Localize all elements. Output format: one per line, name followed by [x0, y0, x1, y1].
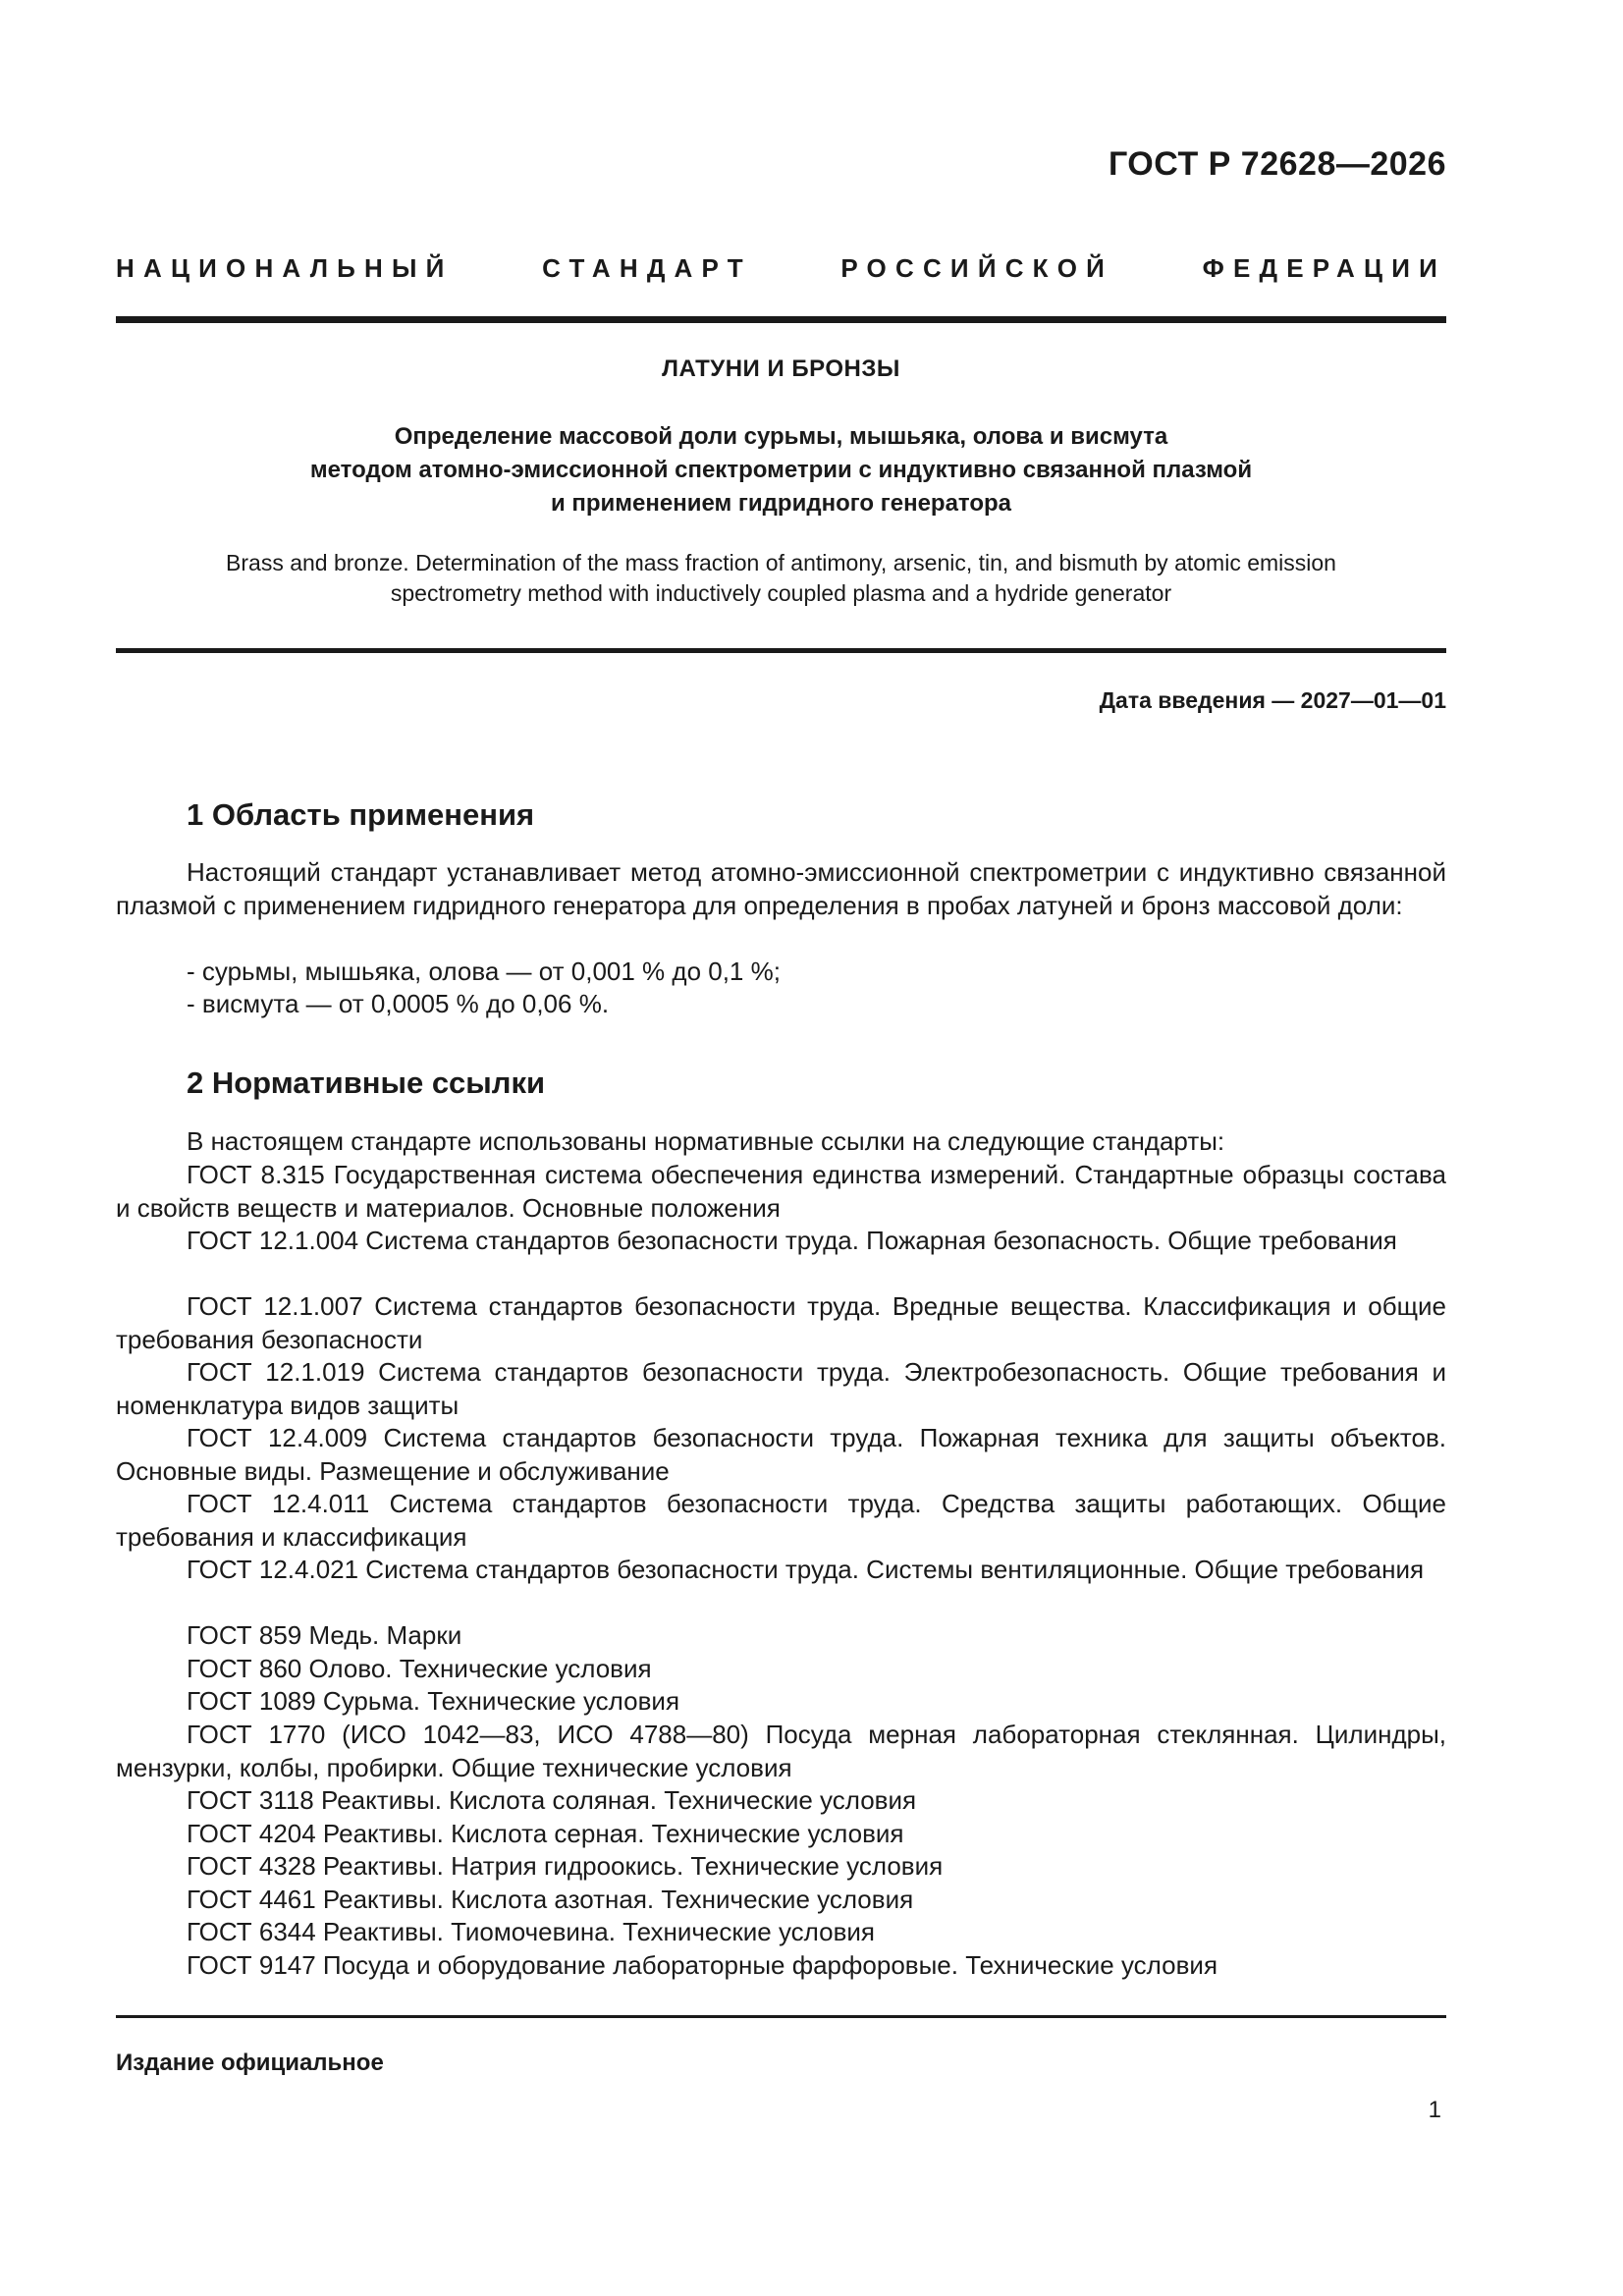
list-item: - висмута — от 0,0005 % до 0,06 %. — [187, 989, 610, 1018]
document-title: ЛАТУНИ И БРОНЗЫ — [662, 355, 900, 382]
subtitle-line: Определение массовой доли сурьмы, мышьяка, олова и висмута — [394, 423, 1168, 450]
section-heading-scope: 1 Область применения — [187, 797, 535, 832]
reference-entry: ГОСТ 3118 Реактивы. Кислота соляная. Технические условия — [187, 1785, 917, 1815]
top-rule — [116, 316, 1446, 323]
document-number: ГОСТ Р 72628—2026 — [1108, 145, 1446, 183]
footer-rule — [116, 2015, 1446, 2018]
reference-entry: ГОСТ 859 Медь. Марки — [187, 1620, 462, 1650]
reference-entry: ГОСТ 12.4.011 Система стандартов безопасности труда. Средства защиты работающих. Общие требования и классификация — [116, 1489, 1446, 1552]
reference-entry: ГОСТ 12.1.007 Система стандартов безопасности труда. Вредные вещества. Классификация и общие требования безопасности — [116, 1291, 1446, 1354]
english-title-line: Brass and bronze. Determination of the mass fraction of antimony, arsenic, tin, and bismuth by atomic emission — [226, 550, 1336, 575]
english-title — [116, 548, 1446, 609]
reference-entry: ГОСТ 8.315 Государственная система обеспечения единства измерений. Стандартные образцы состава и свойств веществ и материалов. Основные положения — [116, 1160, 1446, 1223]
reference-entry: ГОСТ 1089 Сурьма. Технические условия — [187, 1686, 680, 1716]
page-number: 1 — [1428, 2097, 1441, 2123]
reference-entry: ГОСТ 860 Олово. Технические условия — [187, 1654, 652, 1683]
reference-entry: ГОСТ 12.1.019 Система стандартов безопасности труда. Электробезопасность. Общие требования и номенклатура видов защиты — [116, 1357, 1446, 1420]
reference-entry: ГОСТ 6344 Реактивы. Тиомочевина. Технические условия — [187, 1917, 876, 1946]
list-item: - сурьмы, мышьяка, олова — от 0,001 % до 0,1 %; — [187, 957, 781, 986]
reference-entry: ГОСТ 4461 Реактивы. Кислота азотная. Технические условия — [187, 1885, 914, 1914]
subtitle-line: методом атомно-эмиссионной спектрометрии с индуктивно связанной плазмой — [309, 457, 1253, 483]
reference-entry: ГОСТ 9147 Посуда и оборудование лабораторные фарфоровые. Технические условия — [187, 1950, 1218, 1980]
national-standard-banner: НАЦИОНАЛЬНЫЙ СТАНДАРТ РОССИЙСКОЙ ФЕДЕРАЦИИ — [116, 253, 1446, 283]
section-heading-references: 2 Нормативные ссылки — [187, 1066, 546, 1100]
document-subtitle — [116, 420, 1446, 520]
english-title-line: spectrometry method with inductively coupled plasma and a hydride generator — [390, 580, 1172, 606]
official-edition-label: Издание официальное — [116, 2050, 384, 2076]
scope-paragraph: Настоящий стандарт устанавливает метод атомно-эмиссионной спектрометрии с индуктивно связанной плазмой с применением гидридного генератора для определения в пробах латуней и бронз массовой доли: — [116, 857, 1446, 920]
reference-entry: ГОСТ 1770 (ИСО 1042—83, ИСО 4788—80) Посуда мерная лабораторная стеклянная. Цилиндры, мензурки, колбы, пробирки. Общие технические условия — [116, 1720, 1446, 1782]
references-intro: В настоящем стандарте использованы нормативные ссылки на следующие стандарты: — [187, 1126, 1225, 1156]
reference-entry: ГОСТ 12.4.009 Система стандартов безопасности труда. Пожарная техника для защиты объектов. Основные виды. Размещение и обслуживание — [116, 1423, 1446, 1486]
reference-entry: ГОСТ 4328 Реактивы. Натрия гидроокись. Технические условия — [187, 1851, 944, 1881]
reference-entry: ГОСТ 12.4.021 Система стандартов безопасности труда. Системы вентиляционные. Общие требования — [187, 1555, 1425, 1584]
reference-entry: ГОСТ 4204 Реактивы. Кислота серная. Технические условия — [187, 1819, 904, 1848]
reference-entry: ГОСТ 12.1.004 Система стандартов безопасности труда. Пожарная безопасность. Общие требования — [187, 1226, 1397, 1255]
title-rule — [116, 648, 1446, 653]
subtitle-line: и применением гидридного генератора — [550, 490, 1012, 517]
introduction-date: Дата введения — 2027—01—01 — [1099, 687, 1446, 713]
